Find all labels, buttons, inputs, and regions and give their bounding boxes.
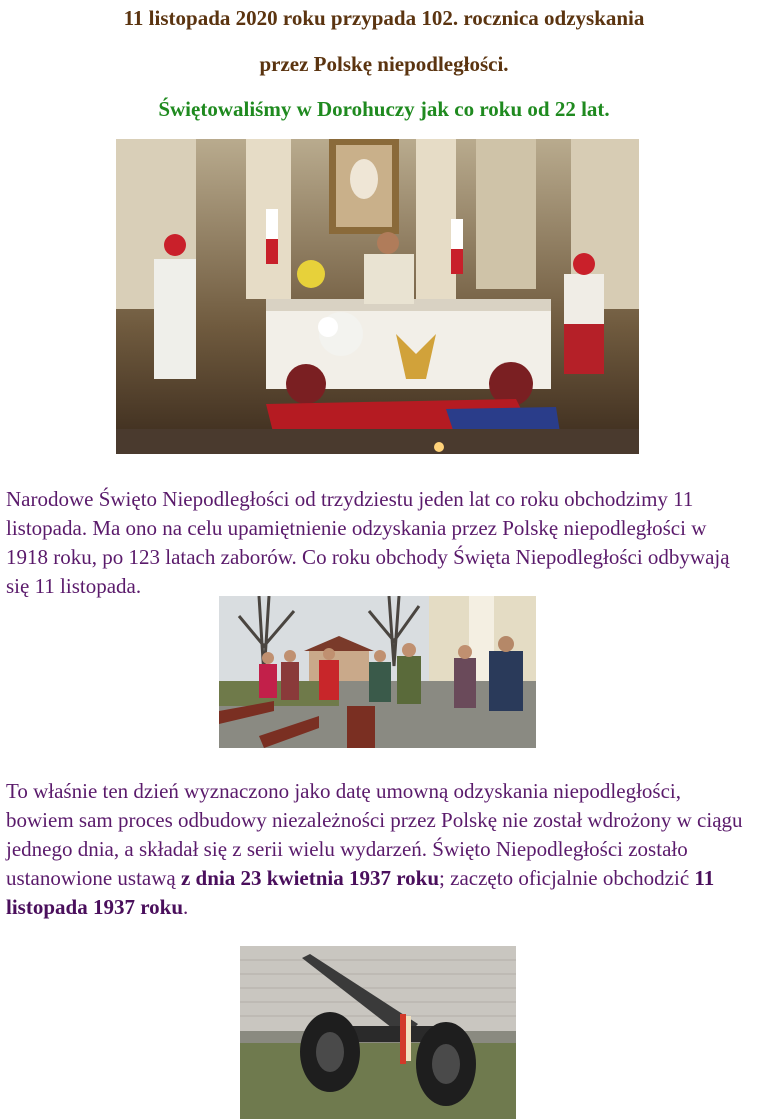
paragraph-text-c: . <box>183 895 189 919</box>
paragraph-text-b: ; zaczęto oficjalnie obchodzić <box>439 866 695 890</box>
law-date-bold: z dnia 23 kwietnia 1937 roku <box>180 866 440 890</box>
paragraph-independence-history <box>6 777 751 922</box>
cannon-photo <box>240 946 516 1119</box>
outdoor-gathering-photo <box>219 596 536 748</box>
heading-line-1: 11 listopada 2020 roku przypada 102. rocznica odzyskania <box>123 6 645 30</box>
paragraph-independence-day: Narodowe Święto Niepodległości od trzydziestu jeden lat co roku obchodzimy 11 listopada. Ma ono na celu upamiętnienie odzyskania przez Polskę niepodległości w 1918 roku, po 123 latach zaborów. Co roku obchody Święta Niepodległości odbywają się 11 listopada. <box>6 487 730 598</box>
celebration-date-bold: 11 listopada 1937 roku <box>6 866 715 919</box>
paragraph-text-a: To właśnie ten dzień wyznaczono jako datę umowną odzyskania niepodległości, bowiem sam proces odbudowy niezależności przez Polskę nie został wdrożony w ciągu jednego dnia, a składał się z serii wielu wydarzeń. Święto Niepodległości zostało ustanowione ustawą <box>6 779 743 890</box>
heading-line-2: przez Polskę niepodległości. <box>259 52 509 76</box>
heading-line-3: Świętowaliśmy w Dorohuczy jak co roku od 22 lat. <box>158 97 610 121</box>
church-mass-photo <box>116 139 639 454</box>
